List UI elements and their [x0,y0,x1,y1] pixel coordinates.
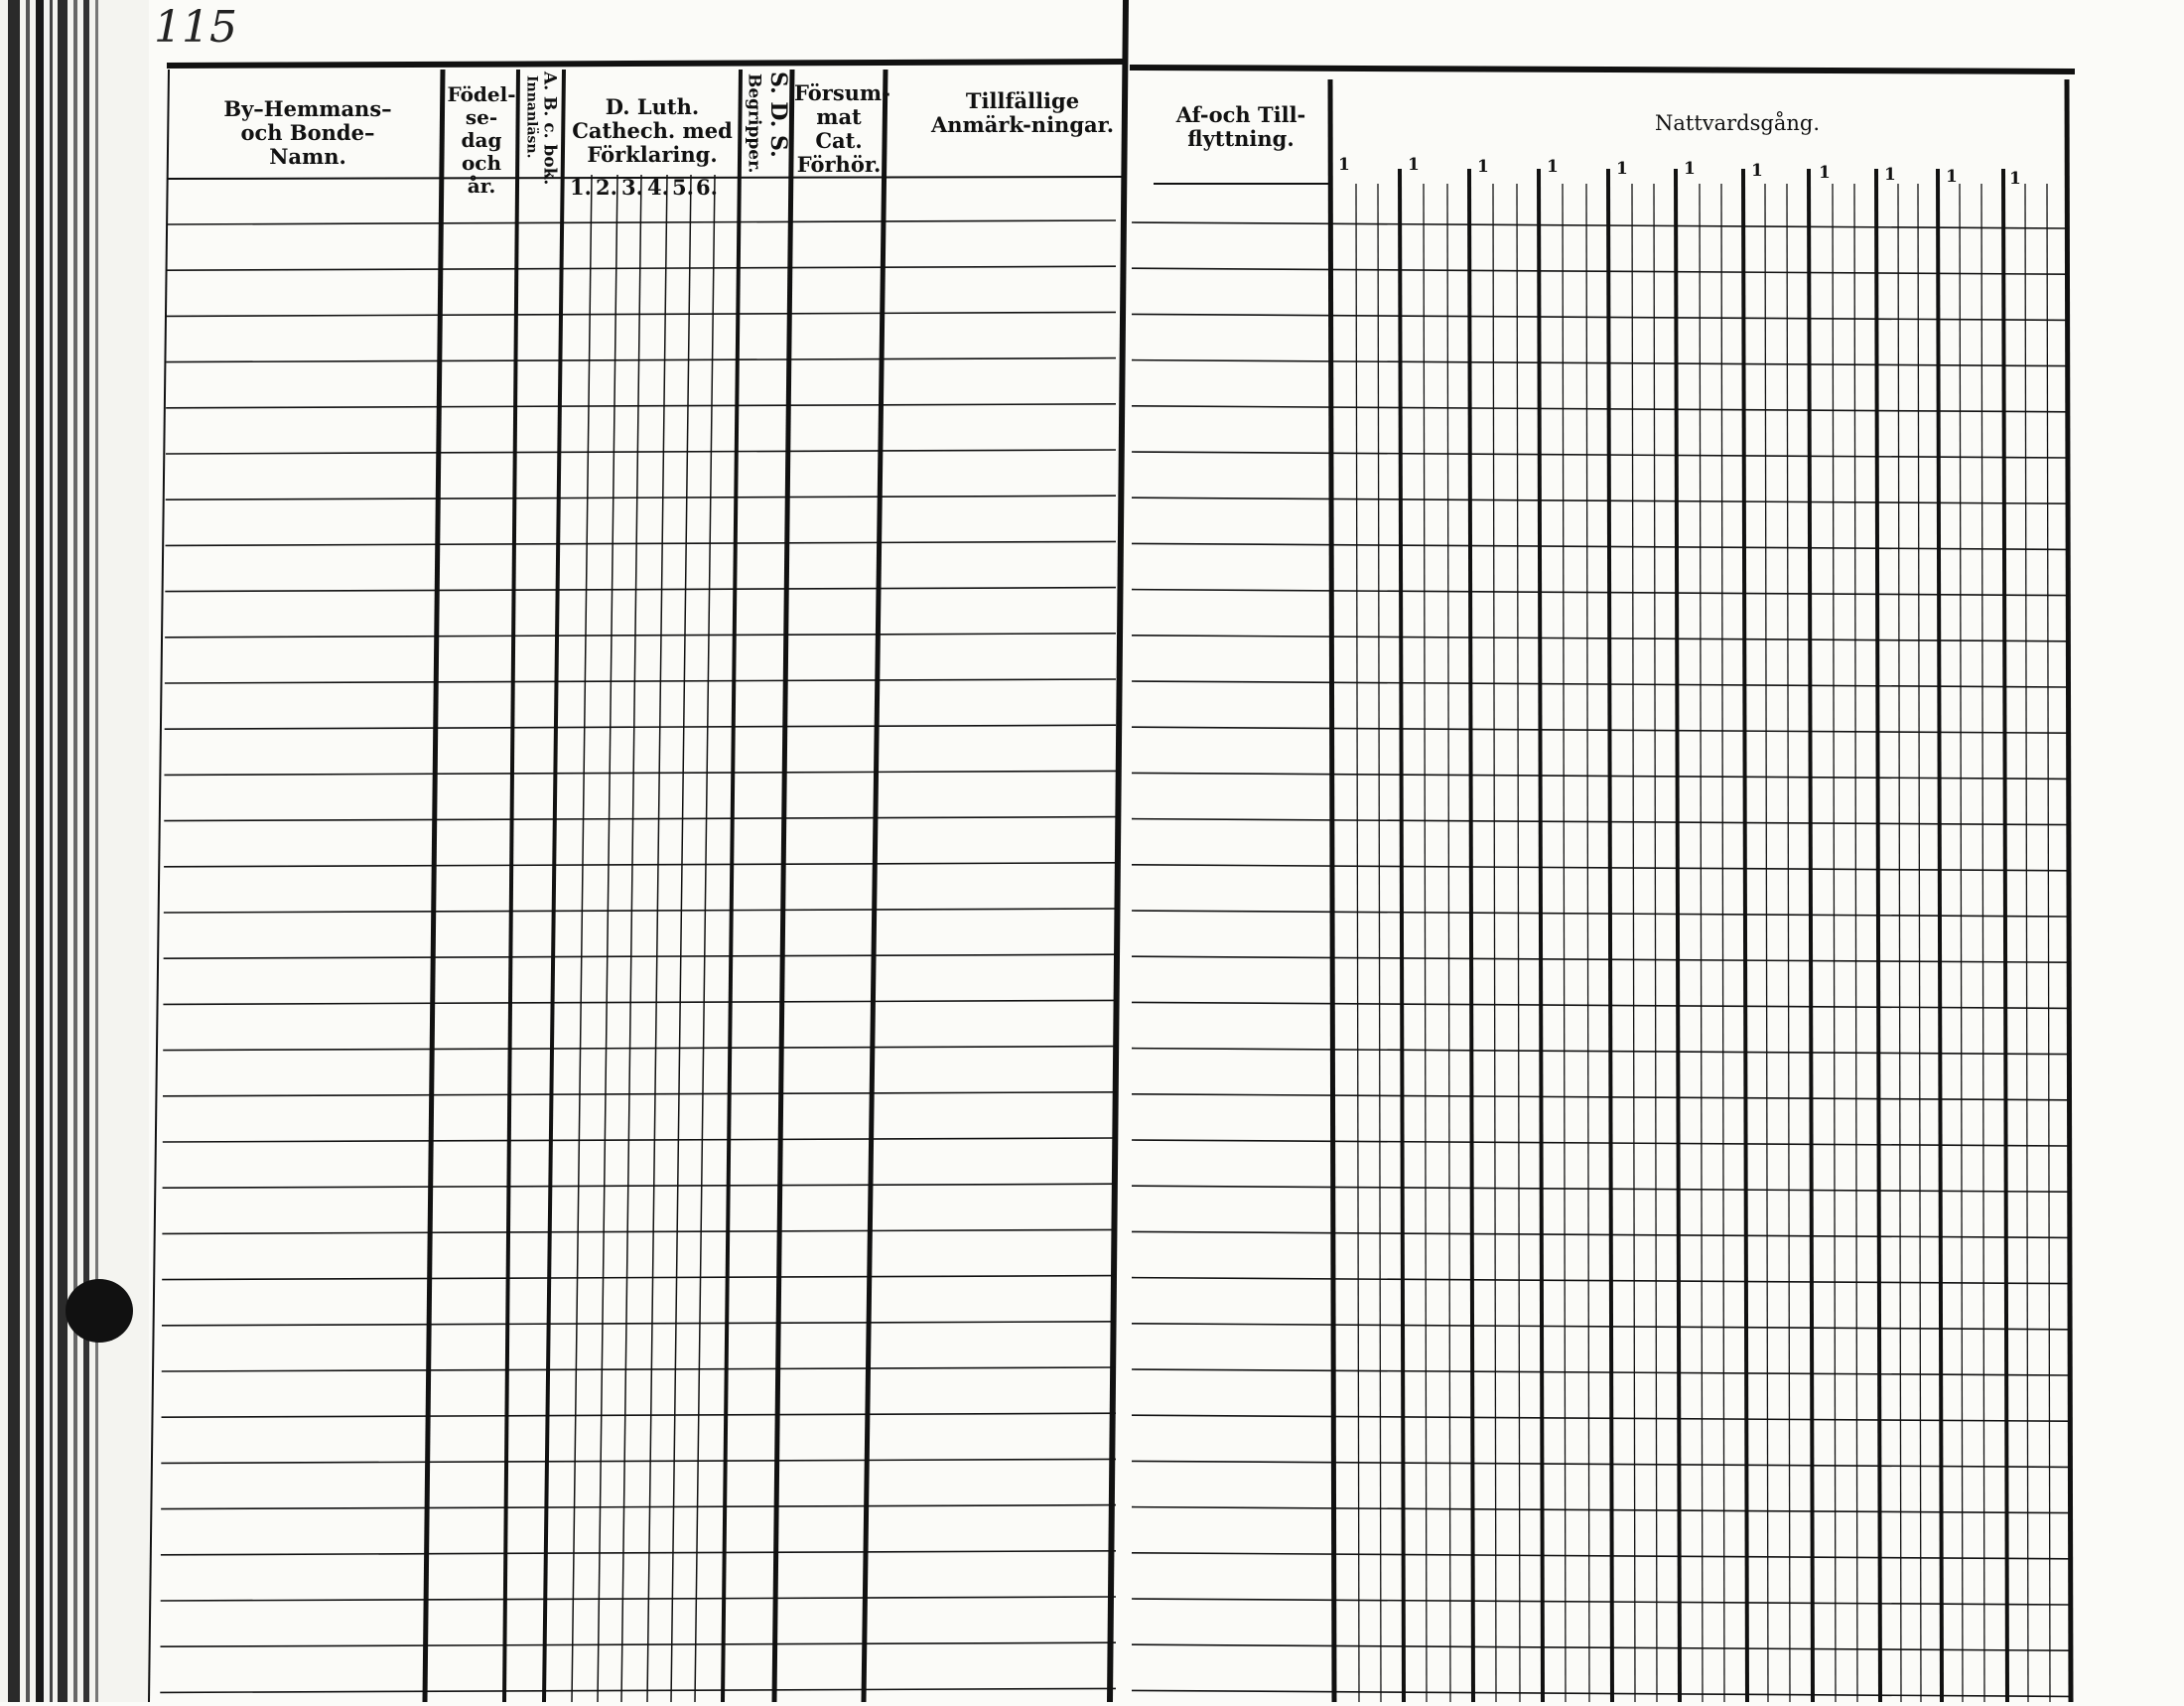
ledger-row-rule [1132,314,2069,320]
ledger-row-rule [166,541,1116,545]
ledger-row-rule [1132,911,2069,917]
catechism-subcol-3: 3. [621,175,643,200]
ledger-row-rule [161,1505,1116,1509]
ledger-row-rule [162,1413,1116,1417]
ledger-row-rule [163,1184,1116,1188]
catechism-subcol-6: 6. [696,175,718,200]
ledger-row-rule [1132,865,2069,871]
ledger-row-rule [161,1597,1116,1601]
ledger-row-rule [161,1459,1116,1463]
communion-mark-10: 1 [1946,167,1958,187]
ledger-row-rule [165,725,1116,729]
ledger-row-rule [164,817,1116,821]
ledger-row-rule [1132,1599,2069,1605]
ledger-row-rule [1132,1094,2069,1100]
ledger-row-rule [1132,268,2069,274]
ledger-row-rule [1132,1324,2069,1330]
header-sds: S. D. S. [765,71,792,158]
header-name: By–Hemmans–och Bonde–Namn. [223,96,392,170]
ledger-row-rule [1132,819,2069,825]
ledger-row-rule [1132,956,2069,962]
ledger-row-rule [1132,452,2069,458]
ledger-row-rule [165,679,1116,683]
communion-mark-5: 1 [1616,159,1628,179]
ledger-row-rule [1132,636,2069,641]
ledger-row-rule [163,1092,1116,1096]
ledger-row-rule [165,588,1116,592]
ledger-row-rule [167,266,1116,270]
ledger-row-rule [1132,1644,2069,1650]
ledger-row-rule [1132,1461,2069,1467]
communion-mark-6: 1 [1684,159,1696,179]
catechism-subcol-5: 5. [672,175,694,200]
ledger-row-rule [165,634,1116,638]
header-birth: Födel-se-dag och år. [447,82,516,198]
ledger-row-rule [162,1367,1116,1371]
header-catechism: D. Luth. Cathech. med Förklaring. [572,94,733,168]
communion-mark-2: 1 [1408,155,1420,175]
ledger-row-rule [166,450,1116,454]
ledger-row-rule [163,1047,1116,1051]
ledger-row-rule [1132,1369,2069,1375]
ledger-row-rule [162,1229,1116,1233]
communion-mark-8: 1 [1819,163,1831,183]
ledger-row-rule [1132,360,2069,366]
header-remarks: Tillfällige Anmärk-ningar. [930,88,1115,138]
ledger-row-rule [162,1322,1116,1326]
ledger-row-rule [1132,222,2069,228]
ledger-row-rule [1132,1231,2069,1237]
ledger-row-rule [167,312,1116,316]
ledger-row-rule [1132,1140,2069,1146]
catechism-subcol-2: 2. [596,175,617,200]
ledger-row-rule [1132,1278,2069,1284]
ledger-row-rule [1132,543,2069,549]
ledger-row-rule [1132,773,2069,779]
header-innanlasn: Innanläsn. [523,75,540,159]
catechism-subcol-4: 4. [647,175,669,200]
header-abc-book: A. B. c. bok. [539,71,560,186]
ledger-row-rule [163,1000,1116,1004]
ledger-row-rule [1132,1002,2069,1008]
ledger-row-rule [1132,590,2069,596]
ledger-row-rule [166,358,1116,362]
communion-mark-3: 1 [1477,157,1489,177]
header-forsummat: Försum-mat Cat. Förhör. [794,80,890,178]
communion-mark-11: 1 [2009,169,2021,189]
ledger-row-rule [166,496,1116,499]
ledger-row-rule [1132,1690,2069,1696]
ledger-row-rule [164,863,1116,867]
header-begripper: Begripper. [744,73,764,174]
ledger-row-rule [166,404,1116,408]
communion-mark-4: 1 [1547,157,1559,177]
ledger-row-rule [1132,1553,2069,1559]
header-communion: Nattvardsgång. [1654,111,1821,135]
ledger-row-rule [1132,406,2069,412]
ledger-row-rule [163,1138,1116,1142]
catechism-subcol-1: 1. [570,175,592,200]
ledger-row-rule [164,954,1116,958]
communion-mark-1: 1 [1338,155,1350,175]
header-moving: Af-och Till-flyttning. [1175,102,1306,152]
ledger-row-rule [1132,1507,2069,1513]
ledger-row-rule [1132,1415,2069,1421]
ledger-row-rule [164,909,1116,913]
communion-mark-7: 1 [1751,161,1763,181]
ledger-row-rule [1132,1186,2069,1192]
communion-mark-9: 1 [1884,165,1896,185]
ledger-row-rule [1132,498,2069,503]
ledger-row-rule [160,1688,1116,1692]
page-number: 115 [154,2,237,53]
ledger-row-rule [164,771,1116,775]
ledger-row-rule [160,1642,1116,1646]
ledger-row-rule [162,1276,1116,1280]
ledger-row-rule [1132,727,2069,733]
ledger-row-rule [161,1551,1116,1555]
ledger-row-rule [1132,1049,2069,1055]
ledger-row-rule [1132,681,2069,687]
